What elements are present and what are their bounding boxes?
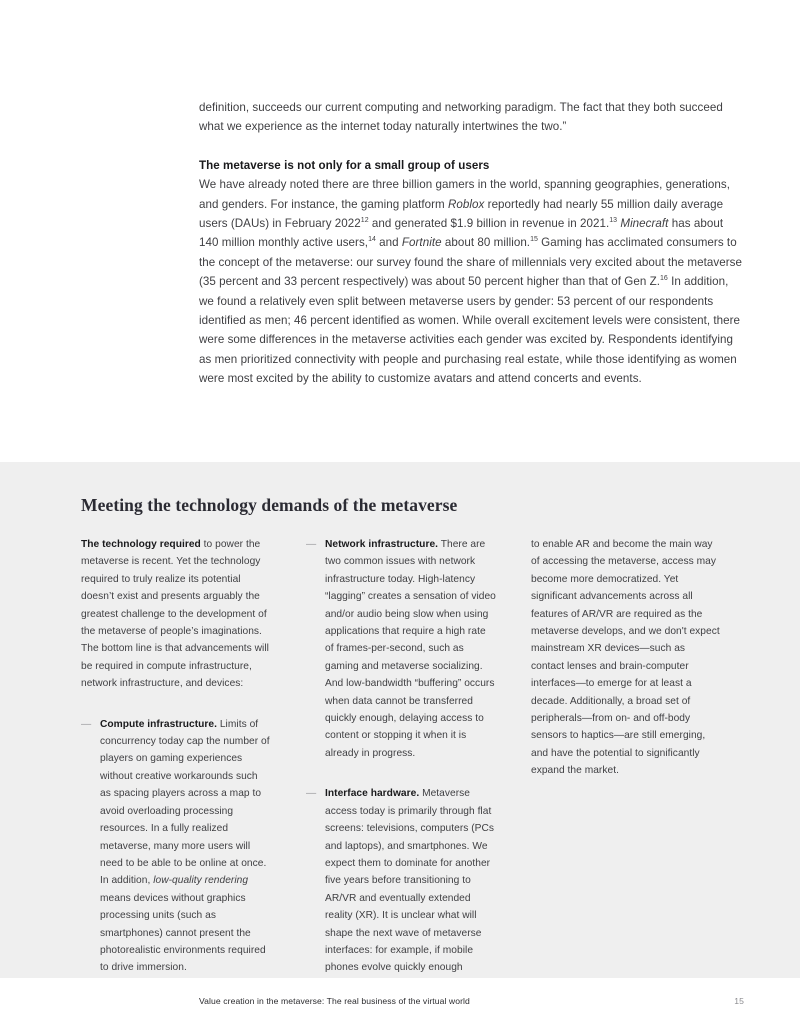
body-part-3: and generated $1.9 billion in revenue in 2021. <box>368 217 610 231</box>
panel-column-2 <box>306 536 496 977</box>
column1-intro <box>81 536 271 693</box>
bullet-network-infrastructure <box>306 536 496 762</box>
body-part-2: reportedly had nearly 55 million daily average users (DAUs) in February 2022 <box>199 197 724 231</box>
bullet-compute-infrastructure <box>81 716 271 977</box>
panel-columns <box>81 536 721 977</box>
body-part-7: about 80 million. <box>441 236 531 250</box>
footnote-ref-16: 16 <box>660 275 668 283</box>
body-part-6: and <box>375 236 402 250</box>
minecraft-italic: Minecraft <box>620 217 669 231</box>
bullet-interface-hardware <box>306 785 496 976</box>
bullet-network-text <box>325 536 496 762</box>
fortnite-italic: Fortnite <box>401 236 442 250</box>
bullet-network-label: Network infrastructure. <box>325 539 439 550</box>
subheading: The metaverse is not only for a small group of users <box>199 158 490 172</box>
main-body-paragraph <box>199 175 744 388</box>
bullet-compute-text <box>100 716 271 977</box>
bullet-interface-body <box>325 785 496 976</box>
footnote-ref-12: 12 <box>360 217 369 225</box>
footer-page-number: 15 <box>734 996 744 1006</box>
body-part-8: Gaming has acclimated consumers to the concept of the metaverse: our survey found the share of millennials very excited about the metaverse (35 percent and 33 percent respectively) was about 50 percent higher than that of Gen Z. <box>199 236 742 289</box>
bullet-dash-icon: — <box>306 788 317 800</box>
body-part-9: In addition, we found a relatively even split between metaverse users by gender: 53 percent of our respondents identified as men; 46 percent identified as women. While overall excitement levels were consistent, there were some differences in the metaverse activities each gender was excited by. Respondents identifying as men prioritized connectivity with people and purchasing real estate, while those identifying as women were most excited by the ability to customize avatars and attend concerts and events. <box>199 275 741 386</box>
bullet-dash-icon: — <box>306 539 317 550</box>
footnote-ref-13: 13 <box>609 217 618 225</box>
footer-document-title: Value creation in the metaverse: The real business of the virtual world <box>199 996 470 1006</box>
roblox-italic: Roblox <box>448 197 485 211</box>
low-quality-rendering-italic: low-quality rendering <box>153 875 249 887</box>
bullet-compute-label: Compute infrastructure. <box>100 718 217 730</box>
technology-demands-panel <box>0 462 800 978</box>
bullet-compute-body <box>100 716 271 977</box>
column3-continuation: to enable AR and become the main way of accessing the metaverse, access may become more democratized. Yet significant advancements across all features of AR/VR are required as the metaverse develops, and we don't expect mainstream XR devices—such as contact lenses and brain-computer interfaces—to emerge for at least a decade. Additionally, a broad set of peripherals—from on- and off-body sensors to haptics—are still emerging, and have the potential to significantly expand the market. <box>531 539 720 777</box>
page-footer <box>0 994 800 1014</box>
panel-title: Meeting the technology demands of the metaverse <box>81 495 458 515</box>
column1-intro-lead: The technology required <box>81 539 201 550</box>
footnote-ref-14: 14 <box>368 236 376 244</box>
bullet-dash-icon: — <box>81 718 92 730</box>
bullet-network-body <box>325 536 496 762</box>
panel-column-3 <box>531 536 721 977</box>
paragraph-spacer <box>199 137 744 156</box>
bullet-compute-text-a: Limits of concurrency today cap the number of players on gaming experiences without creative workarounds such as spacing players across a map to avoid overloading processing resources. In a fully realized metaverse, many more users will need to be able to be online at once. In addition, <box>100 718 270 887</box>
body-part-1: We have already noted there are three billion gamers in the world, spanning geographies, generations, and genders. For instance, the gaming platform <box>199 178 731 211</box>
bullet-compute-text-b: means devices without graphics processing units (such as smartphones) cannot present the photorealistic environments required to drive immersion. <box>100 892 266 974</box>
bullet-interface-label: Interface hardware. <box>325 788 420 800</box>
footnote-ref-15: 15 <box>530 236 538 244</box>
column1-intro-rest: to power the metaverse is recent. Yet the technology required to truly realize its potential doesn’t exist and presents arguably the greatest challenge to the development of the metaverse of people’s imaginations. The bottom line is that advancements will be required in compute infrastructure, network infrastructure, and devices: <box>81 539 269 690</box>
body-part-5: has about 140 million monthly active users, <box>199 217 724 250</box>
top-body-section <box>199 98 744 389</box>
bullet-interface-text <box>325 785 496 976</box>
bullet-network-text-body: There are two common issues with network infrastructure today. High-latency “lagging” creates a sensation of video and/or audio being slow when using applications that require a high rate of frames-per-second, such as gaming and metaverse socializing. And low-bandwidth “buffering” occurs when data cannot be transferred quickly enough, delaying access to content or stopping it when it is already in progress. <box>325 539 496 759</box>
continued-paragraph: definition, succeeds our current computing and networking paradigm. The fact that they both succeed what we experience as the internet today naturally intertwines the two.” <box>199 101 723 134</box>
panel-column-1 <box>81 536 271 977</box>
bullet-interface-text-body: Metaverse access today is primarily through flat screens: televisions, computers (PCs and laptops), and smartphones. We expect them to dominate for another five years before transitioning to AR/VR and eventually extended reality (XR). It is unclear what will shape the next wave of metaverse interfaces: for example, if mobile phones evolve quickly enough <box>325 788 495 974</box>
